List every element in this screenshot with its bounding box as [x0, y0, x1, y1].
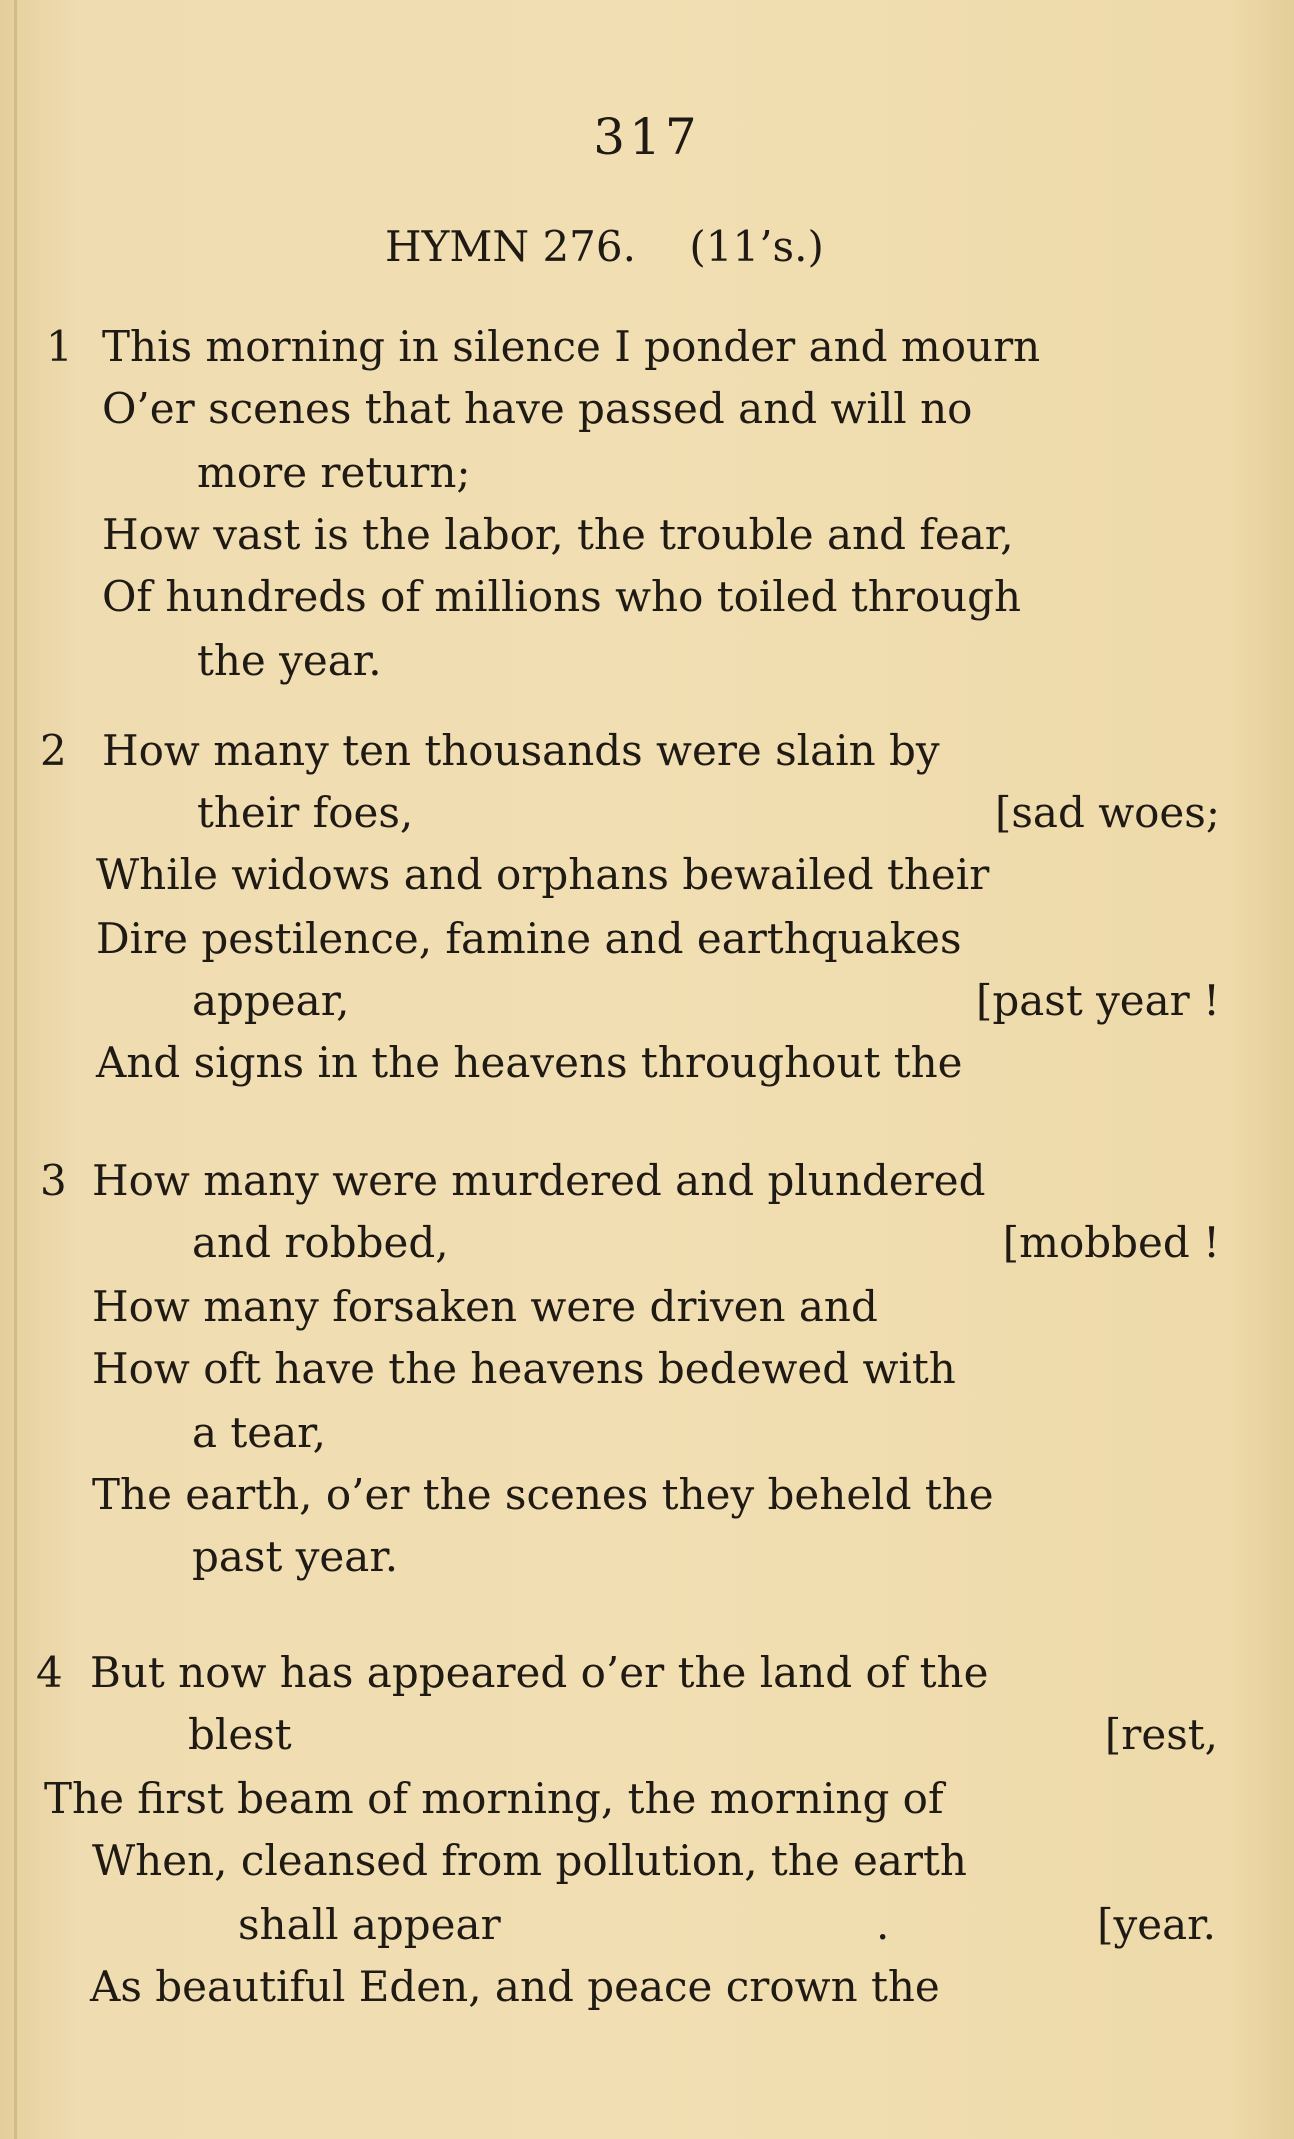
stanza-number-1: 1 — [46, 322, 73, 371]
stanza-2-turnover-2: [past year ! — [975, 976, 1220, 1025]
stanza-number-4: 4 — [36, 1648, 63, 1697]
stanza-4-turnover-2: [year. — [1097, 1900, 1216, 1949]
stanza-2-turnover-1: [sad woes; — [994, 788, 1220, 837]
stanza-3-line-6: The earth, o’er the scenes they beheld the — [92, 1470, 994, 1519]
stanza-3-line-2: and robbed, — [192, 1218, 449, 1267]
stanza-1-line-3: more return; — [197, 448, 471, 497]
hymn-title: HYMN 276. (11’s.) — [385, 222, 824, 271]
page-number: 317 — [593, 108, 701, 166]
stanza-2-line-2: their foes, — [197, 788, 414, 837]
stanza-3-line-1: How many were murdered and plundered — [92, 1156, 986, 1205]
stanza-4-line-5: shall appear — [238, 1900, 501, 1949]
stanza-number-2: 2 — [40, 726, 67, 775]
page-edge — [14, 0, 17, 2139]
stanza-1-line-1: This morning in silence I ponder and mourn — [102, 322, 1041, 371]
stanza-2-line-1: How many ten thousands were slain by — [102, 726, 940, 775]
stanza-4-stray-mark: . — [876, 1900, 890, 1949]
stanza-2-line-4: Dire pestilence, famine and earthquakes — [96, 914, 962, 963]
stanza-4-line-2: blest — [188, 1710, 292, 1759]
stanza-4-line-4: When, cleansed from pollution, the earth — [92, 1836, 967, 1885]
stanza-2-line-5: appear, — [192, 976, 350, 1025]
stanza-3-line-5: a tear, — [192, 1408, 326, 1457]
stanza-1-line-4: How vast is the labor, the trouble and fear, — [102, 510, 1014, 559]
stanza-3-line-4: How oft have the heavens bedewed with — [92, 1344, 956, 1393]
stanza-3-line-7: past year. — [192, 1532, 399, 1581]
stanza-4-turnover-1: [rest, — [1104, 1710, 1218, 1759]
stanza-number-3: 3 — [40, 1156, 67, 1205]
stanza-4-line-6: As beautiful Eden, and peace crown the — [90, 1962, 940, 2011]
stanza-4-line-3: The first beam of morning, the morning of — [44, 1774, 944, 1823]
stanza-1-line-2: O’er scenes that have passed and will no — [102, 384, 973, 433]
stanza-3-turnover-1: [mobbed ! — [1002, 1218, 1220, 1267]
stanza-1-line-5: Of hundreds of millions who toiled through — [102, 572, 1022, 621]
stanza-4-line-1: But now has appeared o’er the land of the — [90, 1648, 989, 1697]
stanza-2-line-3: While widows and orphans bewailed their — [96, 850, 990, 899]
stanza-3-line-3: How many forsaken were driven and — [92, 1282, 878, 1331]
stanza-1-line-6: the year. — [197, 636, 382, 685]
stanza-2-line-6: And signs in the heavens throughout the — [96, 1038, 963, 1087]
